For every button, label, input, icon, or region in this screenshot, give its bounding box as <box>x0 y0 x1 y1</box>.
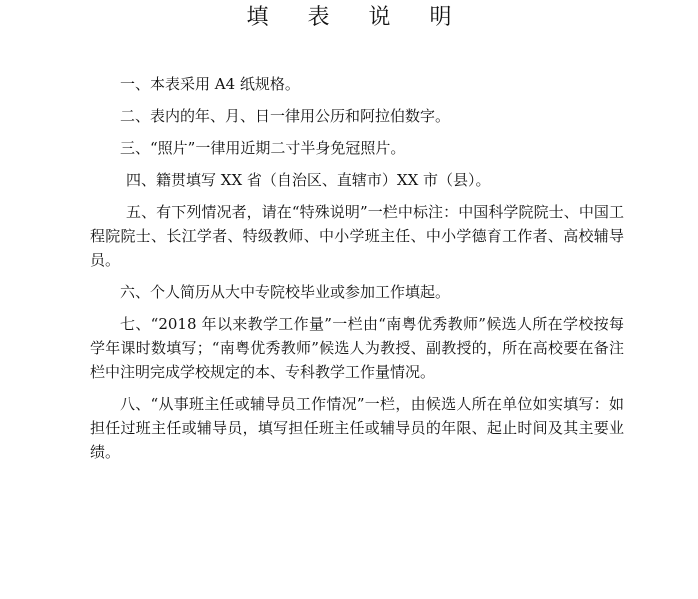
instruction-item-2: 二、表内的年、月、日一律用公历和阿拉伯数字。 <box>120 107 451 125</box>
instruction-item-1: 一、本表采用 A4 纸规格。 <box>120 75 300 93</box>
instruction-item-3: 三、“照片”一律用近期二寸半身免冠照片。 <box>120 139 406 157</box>
instruction-item-8: 八、“从事班主任或辅导员工作情况”一栏，由候选人所在单位如实填写：如担任过班主任或辅导员，填写担任班主任或辅导员的年限、起止时间及其主要业绩。 <box>90 395 624 461</box>
instruction-item-5: 五、有下列情况者，请在“特殊说明”一栏中标注：中国科学院院士、中国工程院院士、长江学者、特级教师、中小学班主任、中小学德育工作者、高校辅导员。 <box>90 203 624 269</box>
page-title: 填 表 说 明 <box>246 5 468 30</box>
instruction-item-6: 六、个人简历从大中专院校毕业或参加工作填起。 <box>120 283 451 301</box>
instructions-body <box>90 72 624 472</box>
instruction-item-4: 四、籍贯填写 XX 省（自治区、直辖市）XX 市（县）。 <box>126 171 491 189</box>
instruction-item-7: 七、“2018 年以来教学工作量”一栏由“南粤优秀教师”候选人所在学校按每学年课时数填写；“南粤优秀教师”候选人为教授、副教授的，所在高校要在备注栏中注明完成学校规定的本、专科教学工作量情况。 <box>90 315 624 381</box>
